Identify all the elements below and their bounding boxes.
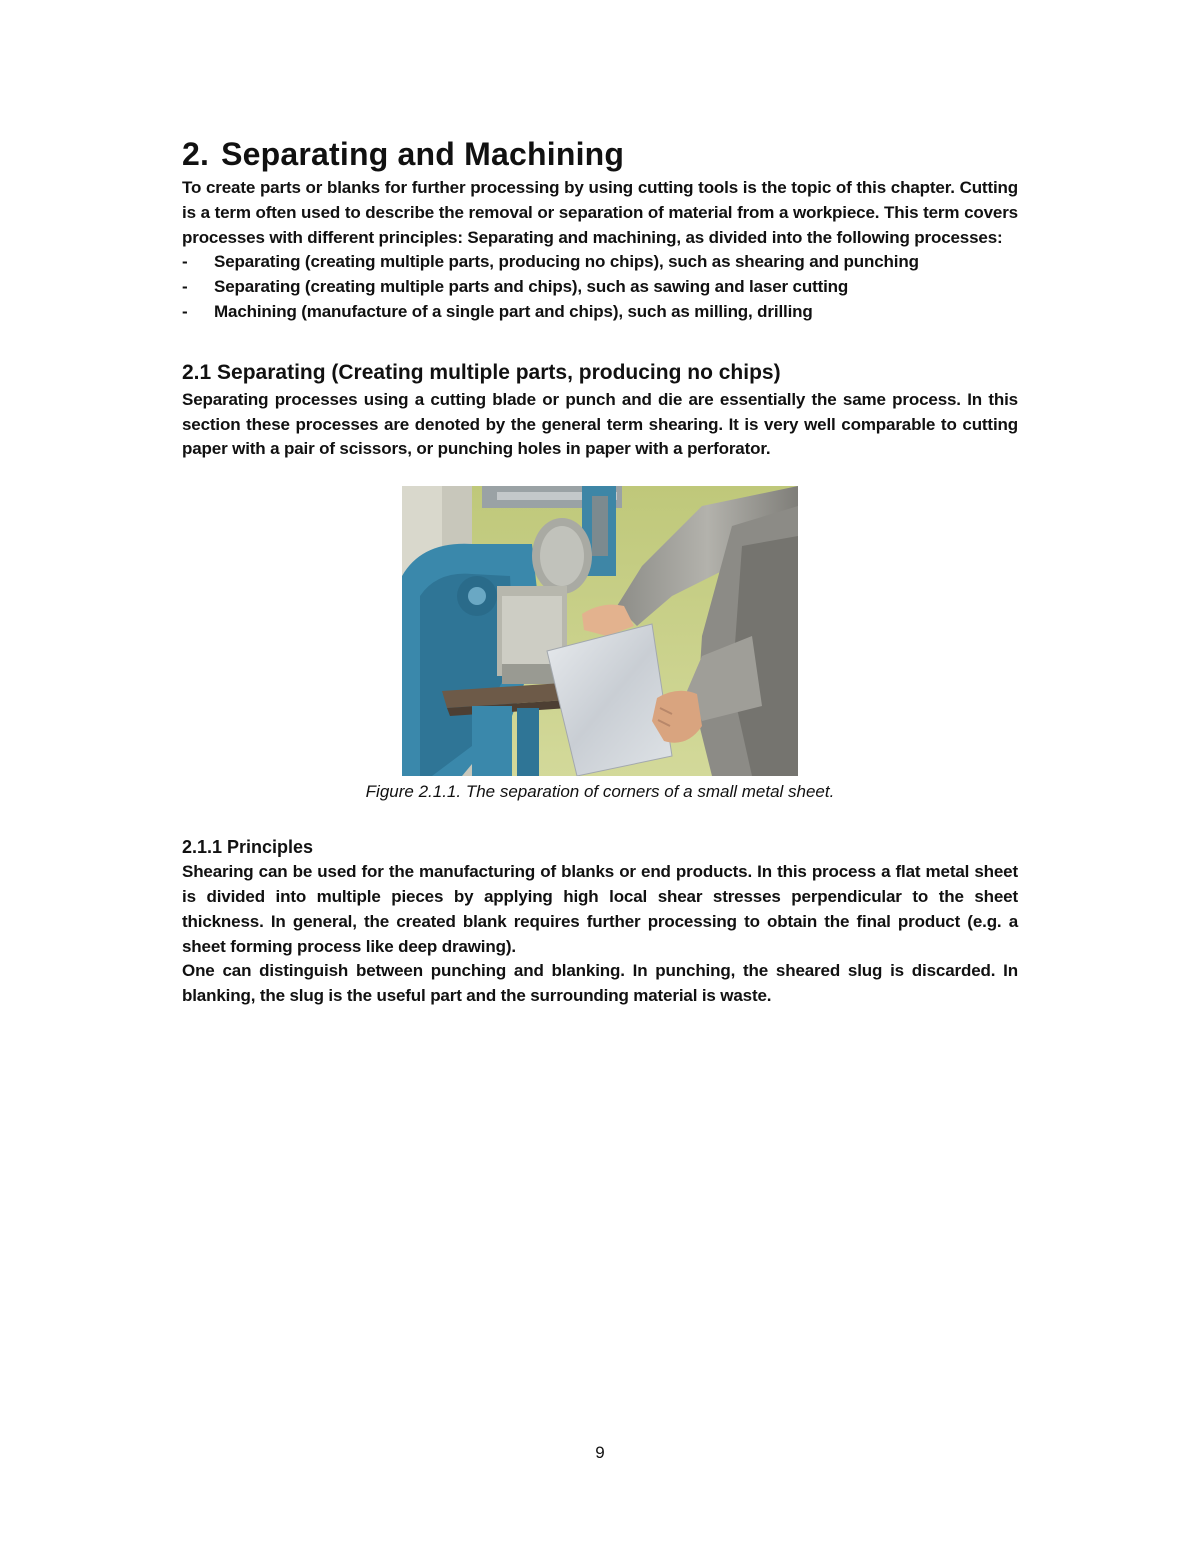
process-list: [182, 250, 1018, 324]
figure-caption: Figure 2.1.1. The separation of corners of a small metal sheet.: [365, 782, 835, 802]
intro-paragraph: To create parts or blanks for further processing by using cutting tools is the topic of this chapter. Cutting is a term often used to describe the removal or separation of material from a workpiece. This term covers processes with different principles: Separating and machining, as divided into the following processes:: [182, 178, 1018, 247]
section-2-1-paragraph: Separating processes using a cutting blade or punch and die are essentially the same process. In this section these processes are denoted by the general term shearing. It is very well comparable to cutting paper with a pair of scissors, or punching holes in paper with a perforator.: [182, 389, 1018, 459]
list-item-text: Machining (manufacture of a single part and chips), such as milling, drilling: [214, 301, 813, 321]
principles-paragraph-2: One can distinguish between punching and blanking. In punching, the sheared slug is discarded. In blanking, the slug is the useful part and the surrounding material is waste.: [182, 961, 1018, 1006]
section-heading-2-1: 2.1 Separating (Creating multiple parts, producing no chips): [182, 360, 781, 384]
principles-paragraph-1: Shearing can be used for the manufacturing of blanks or end products. In this process a flat metal sheet is divided into multiple pieces by applying high local shear stresses perpendicular to the sheet thickness. In general, the created blank requires further processing to obtain the final product (e.g. a sheet forming process like deep drawing).: [182, 862, 1018, 956]
list-item-text: Separating (creating multiple parts and chips), such as sawing and laser cutting: [214, 277, 849, 297]
photo-illustration: [402, 486, 798, 776]
list-item: [182, 275, 1018, 300]
list-item: [182, 300, 1018, 325]
figure-photo-shearing-machine: [402, 486, 798, 776]
list-dash: -: [182, 301, 188, 321]
list-item: [182, 250, 1018, 275]
chapter-number: 2.: [182, 136, 210, 172]
page-content: [182, 132, 1018, 1009]
page-number: 9: [595, 1443, 605, 1462]
section-heading-2-1-1: 2.1.1 Principles: [182, 837, 314, 858]
list-item-text: Separating (creating multiple parts, producing no chips), such as shearing and punching: [214, 252, 919, 272]
chapter-title: Separating and Machining: [221, 136, 625, 172]
list-dash: -: [182, 277, 188, 297]
chapter-heading: [182, 132, 1018, 176]
list-dash: -: [182, 252, 188, 272]
